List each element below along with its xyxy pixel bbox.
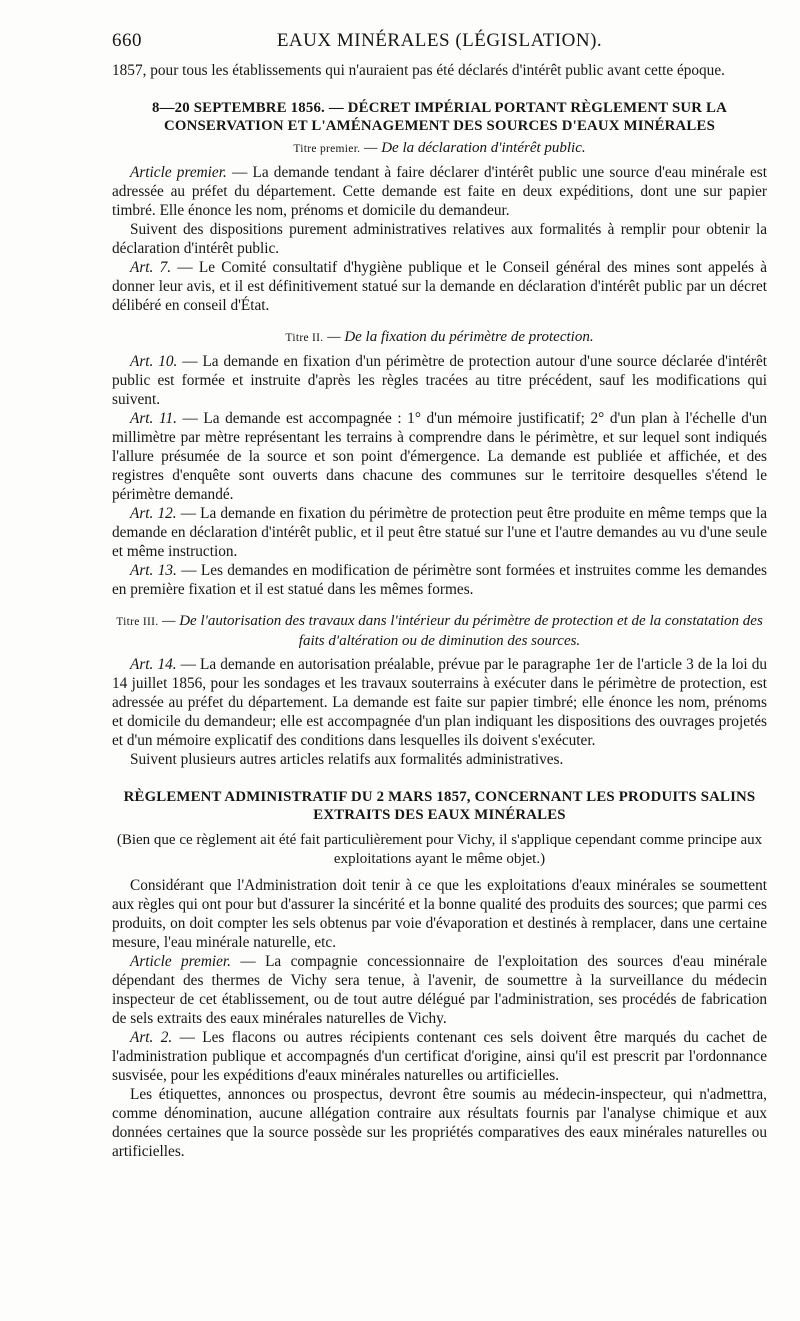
decree-heading: 8—20 SEPTEMBRE 1856. — DÉCRET IMPÉRIAL PORTANT RÈGLEMENT SUR LA CONSERVATION ET L'AMÉNAGEMENT DES SOURCES D'EAUX MINÉRALES [152,100,727,134]
running-header [112,30,767,56]
article-text: — Les demandes en modification de périmètre sont formées et instruites comme les demandes en première fixation et il est statué dans les mêmes formes. [112,562,767,598]
article-label: Art. 13. [130,562,177,579]
article-label: Article premier. [130,953,231,970]
etiquettes-paragraph: Les étiquettes, annonces ou prospectus, devront être soumis au médecin-inspecteur, qui n'admettra, comme dénomination, aucune allégation contraire aux résultats fournis par l'analyse chimique et aux données certaines que la source possède sur les propriétés comparatives des eaux minérales naturelles ou artificielles. [112,1086,767,1160]
titre-3-heading [112,612,767,651]
titre-label: Titre III. [116,616,159,628]
decree-article-13 [112,561,767,599]
article-label: Art. 10. [130,353,178,370]
reglement-article-2 [112,1028,767,1085]
titre-text: — De la fixation du périmètre de protection. [327,329,594,345]
article-label: Article premier. [130,164,227,181]
page-body [112,61,767,1161]
titre-label: Titre II. [285,332,324,344]
article-label: Art. 14. [130,656,177,673]
titre-text: — De la déclaration d'intérêt public. [364,140,586,156]
titre-text: — De l'autorisation des travaux dans l'intérieur du périmètre de protection et de la constatation des faits d'altération ou de diminution des sources. [162,613,763,649]
decree-article-10 [112,352,767,409]
page-number: 660 [112,30,142,51]
article-label: Art. 12. [130,505,177,522]
considerant-paragraph: Considérant que l'Administration doit tenir à ce que les exploitations d'eaux minérales se soumettent aux règles qui ont pour but d'assurer la sincérité et la bonne qualité des produits des sources; que parmi ces produits, on doit compter les sels obtenus par voie d'évaporation et destinés à remplacer, dans une certaine mesure, l'eau minérale naturelle, etc. [112,877,767,951]
article-text: — La demande en fixation du périmètre de protection peut être produite en même temps que la demande en déclaration d'intérêt public, et il peut être statué sur l'une et l'autre demandes au vu d'une seule et même instruction. [112,505,767,560]
article-text: — La compagnie concessionnaire de l'exploitation des sources d'eau minérale dépendant des thermes de Vichy sera tenue, à l'avenir, de soumettre à la surveillance du médecin inspecteur de cet établissement, ou de tout autre délégué par l'administration, ses procédés de fabrication de sels extraits des eaux minérales naturelles de Vichy. [112,953,767,1027]
decree-article-7 [112,258,767,315]
reglement-note: (Bien que ce règlement ait été fait particulièrement pour Vichy, il s'applique cependant comme principe aux exploitations ayant le même objet.) [116,832,763,867]
article-text: — La demande tendant à faire déclarer d'intérêt public une source d'eau minérale est adressée au préfet du département. Cette demande est faite en deux expéditions, dont une sur papier timbré. Elle énonce les nom, prénoms et domicile du demandeur. [112,164,767,219]
decree-article-12 [112,504,767,561]
suivent-articles: Suivent plusieurs autres articles relatifs aux formalités administratives. [130,751,564,768]
article-text: — La demande en fixation d'un périmètre de protection autour d'une source déclarée d'intérêt public est formée et instruite d'après les règles tracées au titre précédent, sauf les modifications qui suivent. [112,353,767,408]
decree-article-11 [112,409,767,504]
article-label: Art. 2. [130,1029,173,1046]
article-text: — Les flacons ou autres récipients contenant ces sels doivent être marqués du cachet de l'administration publique et accompagnés d'un certificat d'origine, ainsi qu'il est prescrit par l'ordonnance susvisée, pour les expéditions d'eaux minérales naturelles ou artificielles. [112,1029,767,1084]
titre-2-heading [112,328,767,348]
suivent-dispositions: Suivent des dispositions purement administratives relatives aux formalités à remplir pour obtenir la déclaration d'intérêt public. [112,221,767,257]
article-text: — La demande en autorisation préalable, prévue par le paragraphe 1er de l'article 3 de la loi du 14 juillet 1856, pour les sondages et les travaux souterrains à exécuter dans le périmètre de protection, est adressée au préfet du département. La demande est faite sur papier timbré; elle énonce les nom, prénoms et domicile du demandeur; elle est accompagnée d'un plan indiquant les dispositions des ouvrages projetés et d'un mémoire explicatif des conditions dans lesquelles ils doivent s'exécuter. [112,656,767,749]
decree-article-14 [112,655,767,750]
titre-premier-heading [112,139,767,159]
article-text: — Le Comité consultatif d'hygiène publique et le Conseil général des mines sont appelés à donner leur avis, et il est définitivement statué sur la demande en déclaration d'intérêt public par un décret délibéré en conseil d'État. [112,259,768,314]
reglement-heading: RÈGLEMENT ADMINISTRATIF DU 2 MARS 1857, CONCERNANT LES PRODUITS SALINS EXTRAITS DES EAUX MINÉRALES [123,789,756,823]
reglement-article-premier [112,952,767,1028]
article-label: Art. 7. [130,259,172,276]
running-title: EAUX MINÉRALES (LÉGISLATION). [276,30,603,51]
article-label: Art. 11. [130,410,177,427]
decree-article-premier [112,163,767,220]
titre-label: Titre premier. [293,143,361,155]
article-text: — La demande est accompagnée : 1° d'un mémoire justificatif; 2° d'un plan à l'échelle d'un millimètre par mètre représentant les terrains à comprendre dans le périmètre, et sur lequel sont indiqués l'allure présumée de la source et son point d'émergence. La demande est publiée et affichée, et des registres d'enquête sont ouverts dans chacune des communes sur le territoire desquelles s'étend le périmètre demandé. [112,410,767,503]
intro-paragraph: 1857, pour tous les établissements qui n'auraient pas été déclarés d'intérêt public avant cette époque. [112,62,725,79]
